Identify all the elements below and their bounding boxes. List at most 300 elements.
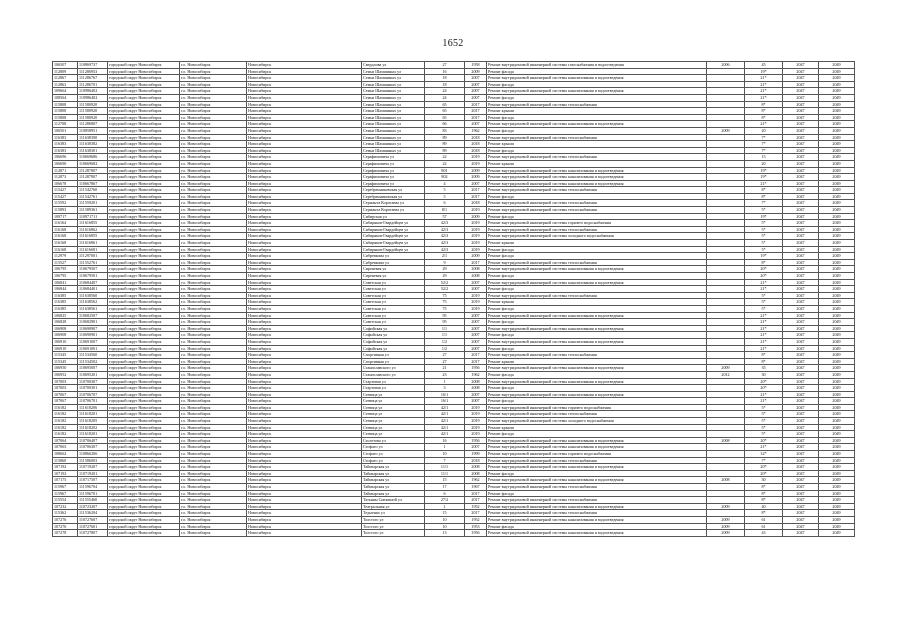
table-row [53, 160, 855, 167]
cell-house-number: 27 [425, 62, 465, 69]
cell-wear: 20* [745, 378, 783, 385]
cell-settlement: г.о. Новосибирск [180, 319, 247, 326]
cell-element-id: 111638561 [78, 305, 108, 312]
cell-settlement: г.о. Новосибирск [180, 418, 247, 425]
cell-locality: Новосибирск [247, 338, 362, 345]
cell-element-id: 111589361 [78, 207, 108, 214]
cell-house-id: 116182 [53, 424, 78, 431]
cell-plan-end-year: 2049 [819, 378, 855, 385]
cell-house-number: 65 [425, 114, 465, 121]
cell-commission-year: 2007 [465, 319, 487, 326]
cell-house-number: 16 [425, 68, 465, 75]
cell-plan-end-year: 2049 [819, 345, 855, 352]
cell-municipal-district: городской округ Новосибирск [108, 180, 180, 187]
cell-wear: 8* [745, 187, 783, 194]
cell-municipal-district: городской округ Новосибирск [108, 266, 180, 273]
cell-commission-year: 2017 [465, 259, 487, 266]
cell-street: Таймырская ул [362, 477, 425, 484]
cell-commission-year: 2008 [465, 378, 487, 385]
cell-house-number: 10 [425, 523, 465, 530]
cell-settlement: г.о. Новосибирск [180, 167, 247, 174]
cell-wear: 8* [745, 108, 783, 115]
cell-work-type: Ремонт внутридомовой инженерной системы канализования и водоотведения [487, 365, 707, 372]
cell-house-number: 5 [425, 193, 465, 200]
cell-wear: 5* [745, 246, 783, 253]
cell-work-type: Ремонт фасада [487, 305, 707, 312]
cell-house-number: 42/3 [425, 233, 465, 240]
cell-commission-year: 2007 [465, 279, 487, 286]
cell-street: Сибиряков-Гвардейцев ул [362, 240, 425, 247]
cell-plan-start-year: 2047 [783, 451, 819, 458]
cell-house-id: 112867 [53, 75, 78, 82]
cell-wear: 21* [745, 279, 783, 286]
cell-work-type: Ремонт внутридомовой инженерной системы канализования и водоотведения [487, 312, 707, 319]
cell-plan-start-year: 2047 [783, 266, 819, 273]
cell-house-id: 108662 [53, 451, 78, 458]
table-row [53, 266, 855, 273]
cell-locality: Новосибирск [247, 477, 362, 484]
cell-plan-end-year: 2049 [819, 108, 855, 115]
cell-settlement: г.о. Новосибирск [180, 431, 247, 438]
cell-element-id: 111580920 [78, 108, 108, 115]
cell-element-id: 110986402 [78, 88, 108, 95]
cell-house-number: 1 [425, 444, 465, 451]
cell-work-type: Ремонт фасада [487, 332, 707, 339]
cell-municipal-district: городской округ Новосибирск [108, 516, 180, 523]
cell-locality: Новосибирск [247, 523, 362, 530]
cell-house-id: 106828 [53, 319, 78, 326]
cell-settlement: г.о. Новосибирск [180, 378, 247, 385]
cell-last-repair-year [707, 259, 745, 266]
cell-commission-year: 2018 [465, 134, 487, 141]
cell-locality: Новосибирск [247, 444, 362, 451]
cell-locality: Новосибирск [247, 160, 362, 167]
cell-plan-start-year: 2047 [783, 68, 819, 75]
cell-settlement: г.о. Новосибирск [180, 484, 247, 491]
cell-last-repair-year [707, 75, 745, 82]
cell-plan-end-year: 2049 [819, 147, 855, 154]
cell-locality: Новосибирск [247, 180, 362, 187]
cell-wear: 21* [745, 75, 783, 82]
cell-plan-end-year: 2049 [819, 154, 855, 161]
cell-settlement: г.о. Новосибирск [180, 160, 247, 167]
cell-house-id: 115592 [53, 200, 78, 207]
cell-house-number: 75 [425, 305, 465, 312]
cell-street: Стевица ул [362, 398, 425, 405]
cell-plan-end-year: 2049 [819, 141, 855, 148]
cell-settlement: г.о. Новосибирск [180, 75, 247, 82]
cell-street: Сибревкома ул [362, 259, 425, 266]
cell-house-id: 115427 [53, 187, 78, 194]
cell-plan-end-year: 2049 [819, 523, 855, 530]
cell-house-id: 115967 [53, 484, 78, 491]
cell-house-number: 42/1 [425, 411, 465, 418]
cell-plan-end-year: 2049 [819, 497, 855, 504]
cell-plan-start-year: 2047 [783, 444, 819, 451]
cell-work-type: Ремонт фасада [487, 81, 707, 88]
cell-element-id: 111542760 [78, 187, 108, 194]
table-row [53, 286, 855, 293]
cell-commission-year: 2007 [465, 325, 487, 332]
cell-plan-start-year: 2047 [783, 213, 819, 220]
cell-commission-year: 2017 [465, 358, 487, 365]
cell-last-repair-year [707, 497, 745, 504]
cell-element-id: 110679507 [78, 266, 108, 273]
cell-municipal-district: городской округ Новосибирск [108, 200, 180, 207]
cell-locality: Новосибирск [247, 127, 362, 134]
table-row [53, 233, 855, 240]
cell-commission-year: 2019 [465, 418, 487, 425]
cell-plan-end-year: 2049 [819, 338, 855, 345]
table-row [53, 470, 855, 477]
cell-municipal-district: городской округ Новосибирск [108, 503, 180, 510]
cell-element-id: 110682901 [78, 319, 108, 326]
capital-repair-register-table [52, 61, 855, 537]
cell-house-id: 106825 [53, 312, 78, 319]
cell-plan-end-year: 2049 [819, 266, 855, 273]
cell-wear: 21* [745, 398, 783, 405]
cell-last-repair-year [707, 88, 745, 95]
cell-locality: Новосибирск [247, 94, 362, 101]
cell-house-number: 15 [425, 510, 465, 517]
cell-house-number: 65 [425, 101, 465, 108]
cell-element-id: 111616681 [78, 246, 108, 253]
cell-locality: Новосибирск [247, 187, 362, 194]
cell-element-id: 110669682 [78, 160, 108, 167]
cell-street: Стартовая ул [362, 385, 425, 392]
cell-commission-year: 2007 [465, 398, 487, 405]
cell-wear: 20* [745, 385, 783, 392]
cell-house-number: 75 [425, 299, 465, 306]
cell-locality: Новосибирск [247, 233, 362, 240]
cell-element-id: 111534502 [78, 358, 108, 365]
cell-settlement: г.о. Новосибирск [180, 141, 247, 148]
table-row [53, 114, 855, 121]
cell-element-id: 111618205 [78, 418, 108, 425]
cell-wear: 21* [745, 88, 783, 95]
cell-work-type: Ремонт фасада [487, 246, 707, 253]
cell-house-id: 116385 [53, 299, 78, 306]
cell-house-id: 106908 [53, 332, 78, 339]
cell-last-repair-year [707, 418, 745, 425]
cell-house-id: 109717 [53, 213, 78, 220]
cell-house-number: 5 [425, 187, 465, 194]
cell-house-number: 23 [425, 371, 465, 378]
cell-street: Софийская ул [362, 325, 425, 332]
cell-last-repair-year [707, 319, 745, 326]
cell-house-number: 9 [425, 259, 465, 266]
cell-last-repair-year [707, 470, 745, 477]
cell-plan-end-year: 2049 [819, 121, 855, 128]
cell-work-type: Ремонт внутридомовой инженерной системы теплоснабжения [487, 457, 707, 464]
cell-house-id: 116182 [53, 404, 78, 411]
cell-house-id: 112979 [53, 253, 78, 260]
cell-work-type: Ремонт внутридомовой инженерной системы канализования и водоотведения [487, 75, 707, 82]
cell-work-type: Ремонт фасада [487, 385, 707, 392]
cell-last-repair-year [707, 134, 745, 141]
cell-plan-start-year: 2047 [783, 385, 819, 392]
cell-locality: Новосибирск [247, 259, 362, 266]
cell-street: Спортивная ул [362, 352, 425, 359]
cell-house-id: 115808 [53, 114, 78, 121]
cell-settlement: г.о. Новосибирск [180, 62, 247, 69]
cell-house-number: 89 [425, 134, 465, 141]
cell-work-type: Ремонт внутридомовой инженерной системы канализования и водоотведения [487, 325, 707, 332]
cell-wear: 19* [745, 174, 783, 181]
cell-plan-start-year: 2047 [783, 193, 819, 200]
cell-locality: Новосибирск [247, 437, 362, 444]
cell-locality: Новосибирск [247, 312, 362, 319]
cell-plan-end-year: 2049 [819, 207, 855, 214]
cell-house-number: 95 [425, 319, 465, 326]
cell-settlement: г.о. Новосибирск [180, 490, 247, 497]
cell-commission-year: 2007 [465, 444, 487, 451]
cell-municipal-district: городской округ Новосибирск [108, 240, 180, 247]
cell-house-number: 22 [425, 160, 465, 167]
cell-last-repair-year [707, 220, 745, 227]
cell-house-id: 107192 [53, 464, 78, 471]
cell-street: Семьи Шамшиных ул [362, 114, 425, 121]
cell-last-repair-year: 2009 [707, 127, 745, 134]
cell-last-repair-year [707, 352, 745, 359]
cell-commission-year: 1962 [465, 371, 487, 378]
cell-element-id: 110719207 [78, 464, 108, 471]
cell-locality: Новосибирск [247, 279, 362, 286]
cell-house-id: 107192 [53, 470, 78, 477]
cell-municipal-district: городской округ Новосибирск [108, 523, 180, 530]
cell-work-type: Ремонт фасада [487, 398, 707, 405]
table-row [53, 154, 855, 161]
cell-last-repair-year [707, 378, 745, 385]
cell-commission-year: 2018 [465, 147, 487, 154]
cell-last-repair-year [707, 68, 745, 75]
cell-plan-end-year: 2049 [819, 312, 855, 319]
cell-street: Семьи Шамшиных ул [362, 81, 425, 88]
cell-plan-end-year: 2049 [819, 437, 855, 444]
table-row [53, 299, 855, 306]
cell-street: Станиславского ул [362, 365, 425, 372]
cell-municipal-district: городской округ Новосибирск [108, 457, 180, 464]
table-row [53, 523, 855, 530]
cell-street: Серебренниковская ул [362, 187, 425, 194]
cell-wear: 7* [745, 200, 783, 207]
table-row [53, 319, 855, 326]
cell-municipal-district: городской округ Новосибирск [108, 299, 180, 306]
cell-house-id: 107063 [53, 444, 78, 451]
cell-house-id: 115967 [53, 490, 78, 497]
cell-house-id: 107276 [53, 516, 78, 523]
cell-plan-end-year: 2049 [819, 187, 855, 194]
cell-settlement: г.о. Новосибирск [180, 365, 247, 372]
cell-street: Сибирская ул [362, 213, 425, 220]
cell-municipal-district: городской округ Новосибирск [108, 160, 180, 167]
cell-wear: 5* [745, 431, 783, 438]
cell-settlement: г.о. Новосибирск [180, 530, 247, 537]
cell-locality: Новосибирск [247, 490, 362, 497]
cell-commission-year: 1962 [465, 127, 487, 134]
cell-element-id: 110723207 [78, 503, 108, 510]
cell-plan-start-year: 2047 [783, 332, 819, 339]
cell-house-id: 106501 [53, 127, 78, 134]
cell-locality: Новосибирск [247, 220, 362, 227]
cell-settlement: г.о. Новосибирск [180, 253, 247, 260]
cell-settlement: г.о. Новосибирск [180, 233, 247, 240]
cell-house-number: 801 [425, 167, 465, 174]
cell-locality: Новосибирск [247, 516, 362, 523]
cell-plan-start-year: 2047 [783, 62, 819, 69]
cell-wear: 5* [745, 292, 783, 299]
cell-plan-start-year: 2047 [783, 299, 819, 306]
cell-last-repair-year [707, 141, 745, 148]
table-row [53, 325, 855, 332]
cell-last-repair-year [707, 292, 745, 299]
cell-commission-year: 2019 [465, 424, 487, 431]
cell-plan-end-year: 2049 [819, 88, 855, 95]
cell-settlement: г.о. Новосибирск [180, 121, 247, 128]
cell-settlement: г.о. Новосибирск [180, 345, 247, 352]
cell-last-repair-year [707, 174, 745, 181]
cell-work-type: Ремонт фасада [487, 286, 707, 293]
cell-settlement: г.о. Новосибирск [180, 174, 247, 181]
cell-work-type: Ремонт внутридомовой инженерной системы канализования и водоотведения [487, 516, 707, 523]
cell-house-id: 116182 [53, 431, 78, 438]
cell-wear: 5* [745, 305, 783, 312]
cell-wear: 5* [745, 411, 783, 418]
cell-house-id: 106952 [53, 371, 78, 378]
cell-last-repair-year [707, 207, 745, 214]
cell-street: Таймырская ул [362, 484, 425, 491]
cell-commission-year: 2009 [465, 213, 487, 220]
cell-locality: Новосибирск [247, 62, 362, 69]
cell-plan-end-year: 2049 [819, 220, 855, 227]
cell-settlement: г.о. Новосибирск [180, 273, 247, 280]
cell-house-id: 107232 [53, 503, 78, 510]
cell-plan-end-year: 2049 [819, 305, 855, 312]
cell-last-repair-year [707, 246, 745, 253]
cell-element-id: 110669686 [78, 154, 108, 161]
table-row [53, 312, 855, 319]
cell-settlement: г.о. Новосибирск [180, 470, 247, 477]
cell-locality: Новосибирск [247, 457, 362, 464]
cell-plan-start-year: 2047 [783, 167, 819, 174]
cell-work-type: Ремонт внутридомовой инженерной системы канализования и водоотведения [487, 88, 707, 95]
table-row [53, 187, 855, 194]
cell-house-id: 112863 [53, 81, 78, 88]
cell-plan-start-year: 2047 [783, 319, 819, 326]
cell-settlement: г.о. Новосибирск [180, 299, 247, 306]
cell-locality: Новосибирск [247, 352, 362, 359]
cell-municipal-district: городской округ Новосибирск [108, 81, 180, 88]
cell-house-number: 21 [425, 365, 465, 372]
cell-plan-end-year: 2049 [819, 503, 855, 510]
cell-house-id: 106795 [53, 266, 78, 273]
cell-plan-start-year: 2047 [783, 371, 819, 378]
cell-plan-end-year: 2049 [819, 279, 855, 286]
cell-street: Советская ул [362, 279, 425, 286]
cell-house-number: 18 [425, 75, 465, 82]
cell-settlement: г.о. Новосибирск [180, 286, 247, 293]
cell-house-id: 116182 [53, 411, 78, 418]
cell-locality: Новосибирск [247, 207, 362, 214]
cell-work-type: Ремонт внутридомовой инженерной системы холодного водоснабжения [487, 418, 707, 425]
cell-commission-year: 2017 [465, 510, 487, 517]
cell-plan-start-year: 2047 [783, 338, 819, 345]
cell-municipal-district: городской округ Новосибирск [108, 319, 180, 326]
cell-locality: Новосибирск [247, 319, 362, 326]
cell-settlement: г.о. Новосибирск [180, 358, 247, 365]
cell-house-number: 42/1 [425, 404, 465, 411]
cell-house-id: 115893 [53, 207, 78, 214]
cell-settlement: г.о. Новосибирск [180, 154, 247, 161]
cell-street: Семьи Шамшиных ул [362, 88, 425, 95]
table-row [53, 358, 855, 365]
cell-element-id: 111618202 [78, 424, 108, 431]
cell-house-id: 115808 [53, 108, 78, 115]
cell-wear: 19* [745, 213, 783, 220]
cell-municipal-district: городской округ Новосибирск [108, 391, 180, 398]
cell-street: Стофато ул [362, 444, 425, 451]
cell-last-repair-year [707, 266, 745, 273]
cell-house-number: 29 [425, 273, 465, 280]
cell-municipal-district: городской округ Новосибирск [108, 385, 180, 392]
cell-last-repair-year: 2008 [707, 437, 745, 444]
cell-work-type: Ремонт внутридомовой инженерной системы канализования и водоотведения [487, 338, 707, 345]
cell-work-type: Ремонт внутридомовой инженерной системы канализования и водоотведения [487, 266, 707, 273]
cell-settlement: г.о. Новосибирск [180, 147, 247, 154]
cell-street: Серафимовича ул [362, 174, 425, 181]
cell-house-number: 75 [425, 292, 465, 299]
cell-work-type: Ремонт фасада [487, 127, 707, 134]
cell-wear: 43 [745, 530, 783, 537]
cell-element-id: 111638301 [78, 147, 108, 154]
cell-locality: Новосибирск [247, 299, 362, 306]
cell-wear: 5* [745, 207, 783, 214]
cell-house-number: 3 [425, 385, 465, 392]
cell-work-type: Ремонт фасада [487, 94, 707, 101]
cell-settlement: г.о. Новосибирск [180, 81, 247, 88]
cell-element-id: 110700307 [78, 378, 108, 385]
cell-settlement: г.о. Новосибирск [180, 457, 247, 464]
cell-commission-year: 1962 [465, 477, 487, 484]
cell-house-number: 11/1 [425, 470, 465, 477]
cell-locality: Новосибирск [247, 365, 362, 372]
cell-municipal-district: городской округ Новосибирск [108, 213, 180, 220]
cell-plan-end-year: 2049 [819, 484, 855, 491]
cell-commission-year: 1967 [465, 484, 487, 491]
cell-work-type: Ремонт внутридомовой инженерной системы канализования и водоотведения [487, 378, 707, 385]
cell-work-type: Ремонт внутридомовой инженерной системы канализования и водоотведения [487, 121, 707, 128]
table-row [53, 180, 855, 187]
cell-street: Сержанта Коротаева ул [362, 200, 425, 207]
cell-house-number: 10 [425, 516, 465, 523]
cell-work-type: Ремонт внутридомовой инженерной системы канализования и водоотведения [487, 180, 707, 187]
cell-commission-year: 2009 [465, 68, 487, 75]
cell-element-id: 111586003 [78, 457, 108, 464]
cell-settlement: г.о. Новосибирск [180, 510, 247, 517]
cell-house-id: 115527 [53, 259, 78, 266]
table-row [53, 200, 855, 207]
cell-municipal-district: городской округ Новосибирск [108, 279, 180, 286]
cell-wear: 21* [745, 312, 783, 319]
cell-street: Серафимовича ул [362, 160, 425, 167]
cell-house-id: 107064 [53, 437, 78, 444]
cell-municipal-district: городской округ Новосибирск [108, 490, 180, 497]
cell-house-number: 52/2 [425, 286, 465, 293]
cell-municipal-district: городской округ Новосибирск [108, 121, 180, 128]
table-row [53, 305, 855, 312]
cell-plan-start-year: 2047 [783, 127, 819, 134]
cell-element-id: 110717507 [78, 477, 108, 484]
